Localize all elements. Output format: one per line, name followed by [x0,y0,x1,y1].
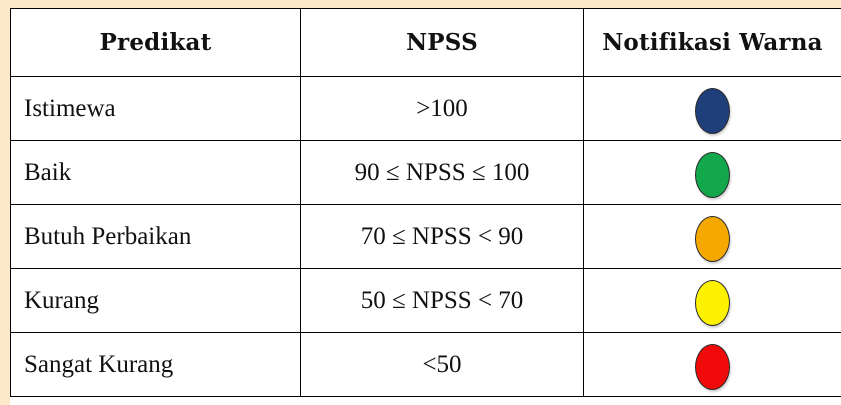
color-cell [584,333,841,397]
table-row [11,141,841,205]
color-cell [584,269,841,333]
npss-cell: 50 ≤ NPSS < 70 [301,269,584,333]
npss-cell: 90 ≤ NPSS ≤ 100 [301,141,584,205]
table-row [11,269,841,333]
document-sheet [10,8,841,405]
npss-cell: 70 ≤ NPSS < 90 [301,205,584,269]
header-npss: NPSS [301,9,584,77]
table-row [11,205,841,269]
table-row [11,77,841,141]
npss-cell: <50 [301,333,584,397]
table-row [11,333,841,397]
blue-dot-icon [695,88,730,134]
predikat-cell: Kurang [11,269,301,333]
predikat-cell: Sangat Kurang [11,333,301,397]
predikat-cell: Istimewa [11,77,301,141]
yellow-dot-icon [695,280,730,326]
color-cell [584,205,841,269]
green-dot-icon [695,152,730,198]
predikat-cell: Butuh Perbaikan [11,205,301,269]
predikat-table [10,8,841,397]
npss-cell: >100 [301,77,584,141]
predikat-cell: Baik [11,141,301,205]
color-cell [584,77,841,141]
red-dot-icon [695,344,730,390]
table-header-row [11,9,841,77]
header-notifikasi-warna: Notifikasi Warna [584,9,841,77]
header-predikat: Predikat [11,9,301,77]
orange-dot-icon [695,216,730,262]
color-cell [584,141,841,205]
